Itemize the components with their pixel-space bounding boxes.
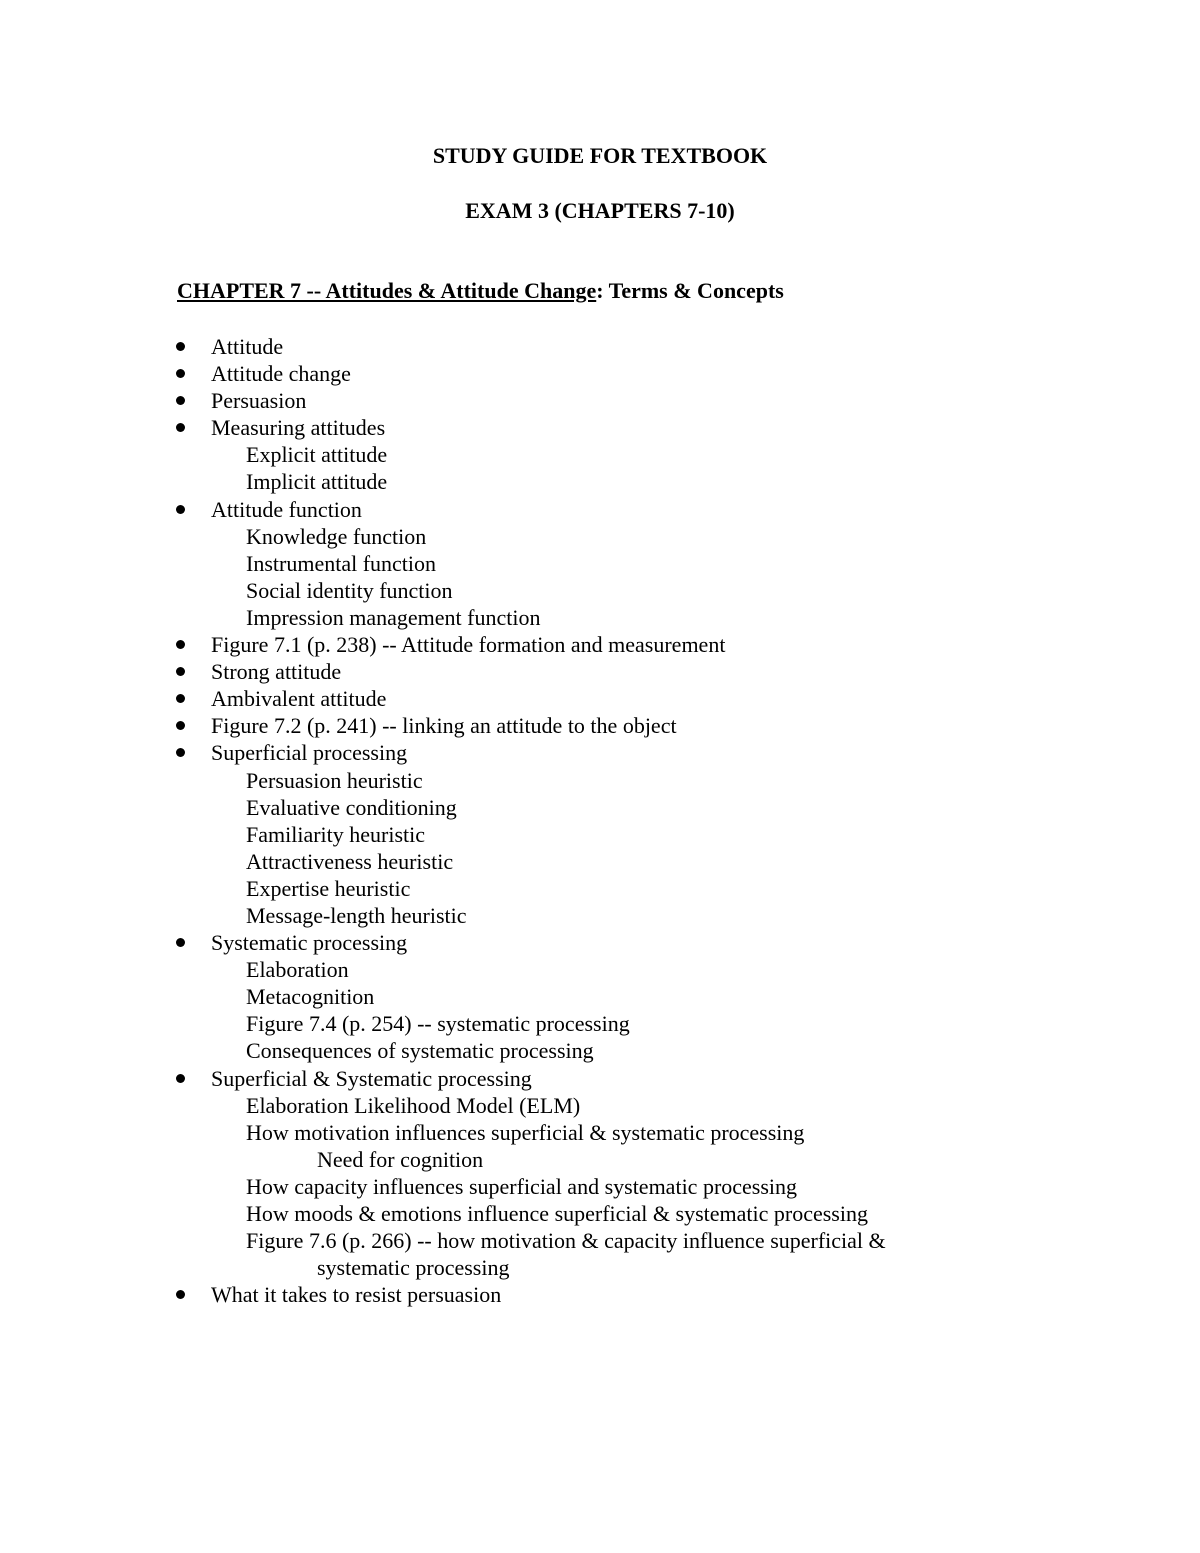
bullet-icon: [176, 423, 185, 432]
list-item-text: Figure 7.1 (p. 238) -- Attitude formation and measurement: [211, 632, 726, 658]
sub-list-item: [0, 1200, 1200, 1227]
list-item-text: Evaluative conditioning: [246, 794, 457, 820]
bullet-icon: [176, 721, 185, 730]
list-item-text: Superficial & Systematic processing: [211, 1065, 532, 1091]
sub-list-item: [0, 1119, 1200, 1146]
list-item-text: Implicit attitude: [246, 469, 388, 495]
list-item: [0, 631, 1200, 658]
bullet-icon: [176, 396, 185, 405]
list-item: [0, 739, 1200, 766]
chapter-heading: [177, 278, 784, 304]
bullet-icon: [176, 640, 185, 649]
list-item: [0, 658, 1200, 685]
sub-list-item: [0, 523, 1200, 550]
list-item-text: Attitude change: [211, 361, 351, 387]
list-item-text: Figure 7.6 (p. 266) -- how motivation & capacity influence superficial &: [246, 1228, 886, 1254]
list-item-text: Impression management function: [246, 604, 541, 630]
sub-list-item: [0, 1173, 1200, 1200]
bullet-icon: [176, 369, 185, 378]
bullet-icon: [176, 694, 185, 703]
sub-list-item: [0, 1092, 1200, 1119]
list-item-text: Attitude function: [211, 496, 362, 522]
list-item-text: Elaboration Likelihood Model (ELM): [246, 1092, 581, 1118]
list-item: [0, 333, 1200, 360]
sub-list-item: [0, 1010, 1200, 1037]
list-item: [0, 1281, 1200, 1308]
list-item-text: Instrumental function: [246, 550, 437, 576]
list-item-text: How motivation influences superficial & systematic processing: [246, 1119, 805, 1145]
sub-list-item: [0, 956, 1200, 983]
list-item-text: Systematic processing: [211, 930, 408, 956]
list-item-text: Familiarity heuristic: [246, 821, 426, 847]
list-item: [0, 414, 1200, 441]
bullet-icon: [176, 505, 185, 514]
sub-list-item: [0, 848, 1200, 875]
list-item-text: Metacognition: [246, 984, 375, 1010]
list-item: [0, 387, 1200, 414]
sub-list-item: [0, 550, 1200, 577]
list-item-text: Expertise heuristic: [246, 875, 411, 901]
list-item-text: How moods & emotions influence superficial & systematic processing: [246, 1201, 868, 1226]
sub-list-item: [0, 821, 1200, 848]
list-item-text: Figure 7.4 (p. 254) -- systematic processing: [246, 1011, 630, 1037]
list-item-text: Consequences of systematic processing: [246, 1038, 594, 1064]
document-title: STUDY GUIDE FOR TEXTBOOK: [432, 143, 768, 168]
list-item-text: Elaboration: [246, 957, 349, 983]
chapter-heading-subtitle: : Terms & Concepts: [596, 278, 784, 303]
sub-list-item: [0, 794, 1200, 821]
bullet-icon: [176, 748, 185, 757]
bullet-icon: [176, 1290, 185, 1299]
list-item-text: Persuasion heuristic: [246, 767, 423, 793]
list-item: [0, 496, 1200, 523]
sub-list-item: [0, 468, 1200, 495]
sub-list-item: [0, 441, 1200, 468]
list-item-text: Explicit attitude: [246, 442, 388, 468]
list-item-text: What it takes to resist persuasion: [211, 1282, 502, 1308]
bullet-icon: [176, 667, 185, 676]
sub-list-item: [0, 983, 1200, 1010]
list-item-text: How capacity influences superficial and systematic processing: [246, 1173, 798, 1199]
list-item-text: Social identity function: [246, 577, 453, 603]
list-item: [0, 1065, 1200, 1092]
list-item: [0, 360, 1200, 387]
sub-list-item: [0, 604, 1200, 631]
list-item-text: systematic processing: [317, 1255, 510, 1281]
sub-list-item: [0, 1146, 1200, 1173]
list-item: [0, 712, 1200, 739]
list-item-text: Attitude: [211, 334, 284, 359]
bullet-icon: [176, 938, 185, 947]
list-item-text: Persuasion: [211, 388, 307, 414]
sub-list-item: [0, 1037, 1200, 1064]
list-item-text: Figure 7.2 (p. 241) -- linking an attitude to the object: [211, 713, 677, 739]
sub-list-item: [0, 1254, 1200, 1281]
list-item-text: Message-length heuristic: [246, 902, 467, 928]
chapter-heading-title: CHAPTER 7 -- Attitudes & Attitude Change: [177, 278, 597, 303]
bullet-icon: [176, 1074, 185, 1083]
list-item-text: Ambivalent attitude: [211, 686, 387, 712]
list-item-text: Need for cognition: [317, 1146, 484, 1172]
sub-list-item: [0, 767, 1200, 794]
list-item-text: Superficial processing: [211, 740, 408, 766]
list-item-text: Knowledge function: [246, 523, 427, 549]
document-subtitle: EXAM 3 (CHAPTERS 7-10): [465, 198, 735, 223]
list-item: [0, 929, 1200, 956]
list-item: [0, 685, 1200, 712]
sub-list-item: [0, 1227, 1200, 1254]
sub-list-item: [0, 902, 1200, 929]
sub-list-item: [0, 875, 1200, 902]
bullet-icon: [176, 342, 185, 351]
list-item-text: Strong attitude: [211, 659, 342, 685]
list-item-text: Attractiveness heuristic: [246, 848, 454, 874]
list-item-text: Measuring attitudes: [211, 415, 386, 441]
sub-list-item: [0, 577, 1200, 604]
terms-list: [0, 333, 1200, 1308]
